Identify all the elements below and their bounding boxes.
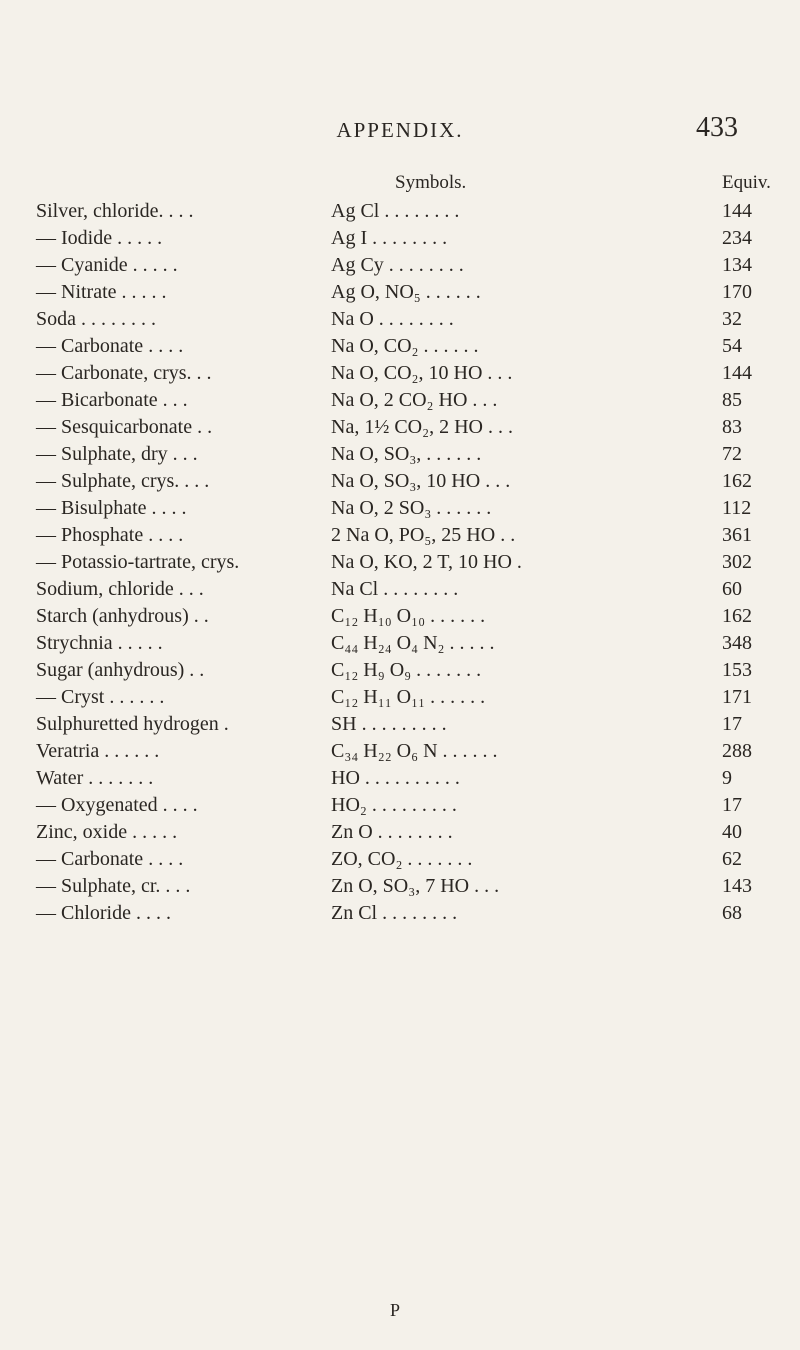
chemical-formula: C₁₂ H₁₁ O₁₁ . . . . . . [331,686,486,708]
table-row [0,630,800,657]
table-row [0,495,800,522]
table-row [0,441,800,468]
table-row [0,603,800,630]
chemical-formula: C₁₂ H₁₀ O₁₀ . . . . . . [331,605,486,627]
chemical-formula: Zn O . . . . . . . . [331,821,453,843]
table-row [0,414,800,441]
substance-name: Sugar (anhydrous) . . [36,659,205,681]
substance-name: Sodium, chloride . . . [36,578,204,600]
substance-name: — Sulphate, crys. . . . [36,470,210,492]
table-row [0,684,800,711]
chemical-formula: 2 Na O, PO₅, 25 HO . . [331,524,516,546]
chemical-formula: Ag Cy . . . . . . . . [331,254,464,276]
table-row [0,225,800,252]
substance-name: — Nitrate . . . . . [36,281,167,303]
table-row [0,738,800,765]
substance-name: — Potassio-tartrate, crys. [36,551,240,573]
equivalents-table [0,198,800,927]
equivalent-value: 153 [722,659,752,681]
table-row [0,900,800,927]
substance-name: — Cyanide . . . . . [36,254,178,276]
equivalent-value: 144 [722,362,752,384]
table-row [0,711,800,738]
chemical-formula: Na O, KO, 2 T, 10 HO . [331,551,522,573]
equivalent-value: 60 [722,578,742,600]
table-row [0,792,800,819]
chemical-formula: Zn Cl . . . . . . . . [331,902,458,924]
substance-name: — Carbonate . . . . [36,848,184,870]
substance-name: Starch (anhydrous) . . [36,605,209,627]
equivalent-value: 9 [722,767,732,789]
running-head: APPENDIX. [336,118,464,142]
substance-name: Sulphuretted hydrogen . [36,713,229,735]
chemical-formula: Ag Cl . . . . . . . . [331,200,460,222]
chemical-formula: SH . . . . . . . . . [331,713,447,735]
equivalent-value: 17 [722,713,742,735]
chemical-formula: Ag I . . . . . . . . [331,227,448,249]
substance-name: — Phosphate . . . . [36,524,184,546]
equivalent-value: 72 [722,443,742,465]
equivalent-value: 170 [722,281,752,303]
equivalent-value: 62 [722,848,742,870]
equivalent-value: 143 [722,875,752,897]
table-row [0,387,800,414]
chemical-formula: Zn O, SO₃, 7 HO . . . [331,875,500,897]
substance-name: — Carbonate, crys. . . [36,362,212,384]
table-row [0,819,800,846]
column-header-symbols: Symbols. [395,172,467,193]
substance-name: Zinc, oxide . . . . . [36,821,178,843]
table-row [0,198,800,225]
page-number: 433 [696,112,738,143]
substance-name: — Cryst . . . . . . [36,686,165,708]
chemical-formula: Na O, 2 CO₂ HO . . . [331,389,498,411]
chemical-formula: Na O, CO₂ . . . . . . [331,335,479,357]
equivalent-value: 68 [722,902,742,924]
table-row [0,468,800,495]
substance-name: — Chloride . . . . [36,902,171,924]
page-header [0,112,800,152]
chemical-formula: Na O, SO₃, 10 HO . . . [331,470,511,492]
equivalent-value: 32 [722,308,742,330]
chemical-formula: ZO, CO₂ . . . . . . . [331,848,473,870]
substance-name: — Bicarbonate . . . [36,389,188,411]
substance-name: — Sulphate, dry . . . [36,443,198,465]
equivalent-value: 112 [722,497,752,519]
equivalent-value: 40 [722,821,742,843]
table-row [0,360,800,387]
substance-name: Silver, chloride. . . . [36,200,194,222]
substance-name: — Oxygenated . . . . [36,794,198,816]
equivalent-value: 83 [722,416,742,438]
chemical-formula: C₁₂ H₉ O₉ . . . . . . . [331,659,482,681]
equivalent-value: 361 [722,524,752,546]
equivalent-value: 288 [722,740,752,762]
chemical-formula: C₃₄ H₂₂ O₆ N . . . . . . [331,740,498,762]
chemical-formula: HO₂ . . . . . . . . . [331,794,457,816]
signature-mark: P [390,1300,401,1320]
table-row [0,873,800,900]
table-row [0,333,800,360]
substance-name: Soda . . . . . . . . [36,308,156,330]
equivalent-value: 134 [722,254,752,276]
equivalent-value: 162 [722,605,752,627]
substance-name: — Sesquicarbonate . . [36,416,213,438]
equivalent-value: 85 [722,389,742,411]
chemical-formula: Ag O, NO₅ . . . . . . [331,281,481,303]
substance-name: — Sulphate, cr. . . . [36,875,191,897]
chemical-formula: Na O . . . . . . . . [331,308,454,330]
table-row [0,306,800,333]
substance-name: — Carbonate . . . . [36,335,184,357]
chemical-formula: Na, 1½ CO₂, 2 HO . . . [331,416,513,438]
equivalent-value: 54 [722,335,742,357]
equivalent-value: 234 [722,227,752,249]
substance-name: — Iodide . . . . . [36,227,163,249]
chemical-formula: Na Cl . . . . . . . . [331,578,459,600]
table-row [0,765,800,792]
table-row [0,549,800,576]
table-row [0,657,800,684]
equivalent-value: 144 [722,200,752,222]
table-row [0,252,800,279]
chemical-formula: HO . . . . . . . . . . [331,767,460,789]
table-row [0,279,800,306]
substance-name: Veratria . . . . . . [36,740,160,762]
substance-name: — Bisulphate . . . . [36,497,187,519]
table-row [0,576,800,603]
chemical-formula: Na O, CO₂, 10 HO . . . [331,362,513,384]
substance-name: Strychnia . . . . . [36,632,163,654]
equivalent-value: 348 [722,632,752,654]
equivalent-value: 17 [722,794,742,816]
equivalent-value: 302 [722,551,752,573]
table-row [0,522,800,549]
table-row [0,846,800,873]
equivalent-value: 171 [722,686,752,708]
chemical-formula: C₄₄ H₂₄ O₄ N₂ . . . . . [331,632,495,654]
chemical-formula: Na O, SO₃, . . . . . . [331,443,482,465]
chemical-formula: Na O, 2 SO₃ . . . . . . [331,497,492,519]
column-header-equiv: Equiv. [722,172,771,193]
equivalent-value: 162 [722,470,752,492]
substance-name: Water . . . . . . . [36,767,154,789]
